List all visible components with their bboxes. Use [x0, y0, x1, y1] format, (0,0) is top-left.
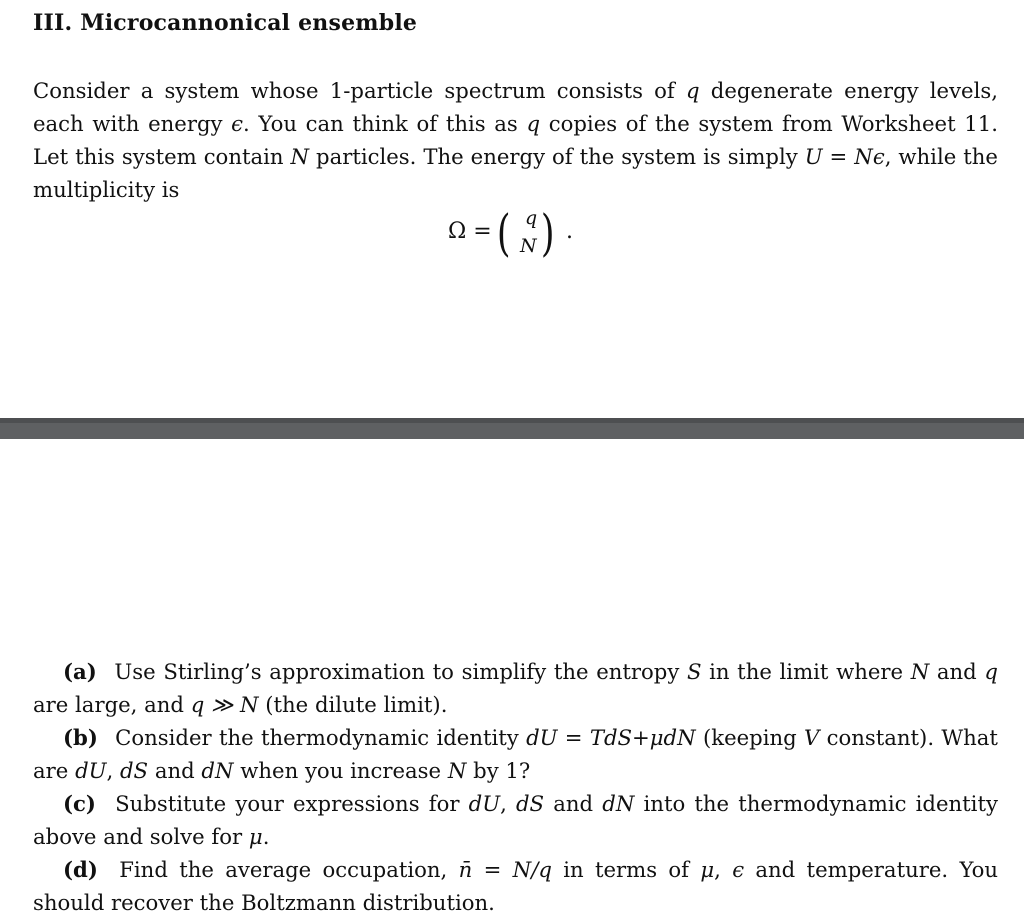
part-label: (c) — [63, 791, 96, 816]
part-label: (d) — [63, 857, 98, 882]
equals-sign: = — [829, 144, 848, 169]
var-dN: dN — [602, 791, 635, 816]
comma: , — [500, 791, 507, 816]
intro-text: . You can think of this as — [243, 111, 518, 136]
var-dS: dS — [515, 791, 545, 816]
var-N: N — [910, 659, 930, 684]
intro-paragraph — [33, 74, 998, 206]
question-parts — [33, 655, 998, 919]
part-b — [33, 721, 998, 787]
var-dU: dU — [468, 791, 501, 816]
var-dN: dN — [201, 758, 234, 783]
part-text: Find the average occupation, — [119, 857, 448, 882]
part-label: (b) — [63, 725, 98, 750]
intro-text: , while the multiplicity is — [33, 144, 998, 202]
var-q: q — [526, 111, 541, 136]
dilute-condition: q ≫ N — [190, 692, 259, 717]
equation-lhs: Ω = — [448, 219, 492, 244]
section-title: III. Microcannonical ensemble — [33, 10, 418, 36]
multiplicity-equation — [448, 203, 588, 269]
part-a — [33, 655, 998, 721]
var-dU: dU — [75, 758, 107, 783]
intro-text: degenerate energy levels, each with energy — [33, 78, 998, 136]
intro-text: copies of the system from Worksheet 11. Let this system contain — [33, 111, 998, 169]
part-text: into the thermodynamic identity above and solve for — [33, 791, 998, 849]
page-divider — [0, 418, 1024, 439]
part-text: constant). What are — [33, 725, 998, 783]
comma: , — [106, 758, 114, 783]
average-occupation: n̄ = N/q — [458, 857, 552, 882]
var-V: V — [804, 725, 820, 750]
part-text: by 1? — [473, 758, 531, 783]
part-text: and — [553, 791, 594, 816]
var-epsilon: ϵ — [732, 857, 745, 882]
part-text: are large, and — [33, 692, 184, 717]
period: . — [262, 824, 270, 849]
part-text: and — [936, 659, 977, 684]
part-text: in the limit where — [709, 659, 904, 684]
part-text: when you increase — [240, 758, 442, 783]
part-text: and temperature. You should recover the Boltzmann distribution. — [33, 857, 998, 915]
part-text: in terms of — [563, 857, 690, 882]
var-dS: dS — [119, 758, 149, 783]
var-N: N — [290, 144, 310, 169]
binomial-bottom: N — [520, 235, 537, 257]
part-d — [33, 853, 998, 919]
energy-expression: Nϵ — [854, 144, 885, 169]
var-epsilon: ϵ — [231, 111, 244, 136]
comma: , — [714, 857, 721, 882]
part-text: (keeping — [702, 725, 797, 750]
right-paren: ) — [540, 204, 555, 262]
var-N: N — [447, 758, 467, 783]
part-text: Use Stirling’s approximation to simplify the entropy — [114, 659, 680, 684]
var-mu: μ — [700, 857, 715, 882]
part-text: and — [154, 758, 195, 783]
divider-edge — [0, 418, 1024, 423]
part-label: (a) — [63, 659, 97, 684]
var-q: q — [685, 78, 700, 103]
var-U: U — [804, 144, 823, 169]
part-text: Substitute your expressions for — [115, 791, 460, 816]
intro-text: particles. The energy of the system is simply — [316, 144, 798, 169]
binomial-top: q — [525, 207, 538, 229]
var-S: S — [686, 659, 702, 684]
intro-text: Consider a system whose 1-particle spectrum consists of — [33, 78, 675, 103]
part-c — [33, 787, 998, 853]
var-q: q — [984, 659, 998, 684]
left-paren: ( — [496, 204, 511, 262]
part-text: (the dilute limit). — [265, 692, 448, 717]
part-text: Consider the thermodynamic identity — [115, 725, 519, 750]
equation-period: . — [566, 219, 573, 244]
thermodynamic-identity: dU = TdS+μdN — [526, 725, 696, 750]
var-mu: μ — [248, 824, 263, 849]
